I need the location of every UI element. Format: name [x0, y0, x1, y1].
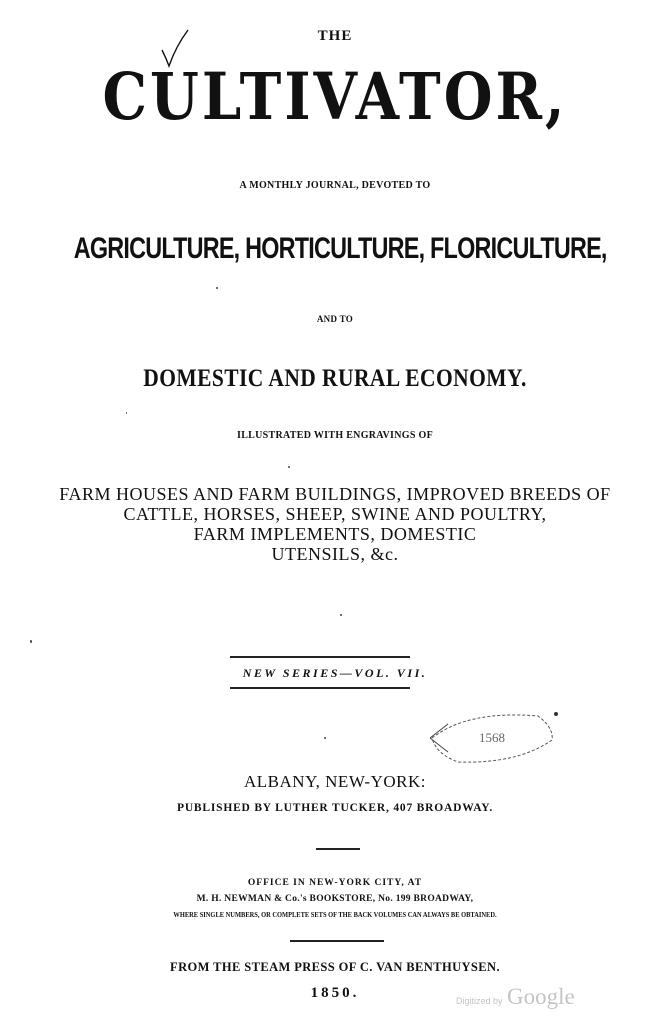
- paper-speck: [216, 287, 218, 289]
- availability-line: WHERE SINGLE NUMBERS, OR COMPLETE SETS OF THE BACK VOLUMES CAN ALWAYS BE OBTAINED.: [173, 911, 497, 919]
- engravings-line: CATTLE, HORSES, SHEEP, SWINE AND POULTRY,: [123, 504, 547, 524]
- watermark-brand: Google: [506, 984, 575, 1009]
- google-watermark: [456, 984, 575, 1010]
- subtitle: A MONTHLY JOURNAL, DEVOTED TO: [239, 180, 431, 191]
- stamp-number: 1568: [479, 730, 505, 745]
- paper-speck: [126, 412, 127, 414]
- press-line: FROM THE STEAM PRESS OF C. VAN BENTHUYSEN.: [170, 960, 500, 974]
- office-line: OFFICE IN NEW-YORK CITY, AT: [247, 878, 423, 888]
- title-the: THE: [317, 28, 353, 44]
- watermark-prefix: Digitized by: [456, 996, 503, 1006]
- publication-year: 1850.: [310, 985, 360, 1001]
- library-stamp: [428, 706, 558, 768]
- publisher-line: PUBLISHED BY LUTHER TUCKER, 407 BROADWAY.: [177, 802, 493, 814]
- economy-heading: DOMESTIC AND RURAL ECONOMY.: [143, 365, 527, 392]
- paper-speck: [340, 614, 342, 616]
- paper-speck: [30, 640, 32, 643]
- paper-speck: [324, 737, 326, 739]
- and-to: AND TO: [316, 314, 354, 324]
- engravings-line: FARM IMPLEMENTS, DOMESTIC: [193, 524, 477, 544]
- divider-rule-lower: [290, 940, 384, 942]
- illustrated-line: ILLUSTRATED WITH ENGRAVINGS OF: [237, 430, 433, 441]
- place-line: ALBANY, NEW-YORK:: [244, 772, 426, 791]
- bookstore-line: M. H. NEWMAN & Co.'s BOOKSTORE, No. 199 BROADWAY,: [196, 894, 474, 904]
- series-rule-bottom: [230, 687, 410, 689]
- paper-speck: [288, 466, 290, 468]
- engravings-line: FARM HOUSES AND FARM BUILDINGS, IMPROVED BREEDS OF: [59, 484, 611, 504]
- engravings-block: [0, 484, 670, 564]
- engravings-line: UTENSILS, &c.: [271, 544, 399, 564]
- series-rule-top: [230, 656, 410, 658]
- divider-rule: [316, 848, 360, 850]
- masthead-title: CULTIVATOR,: [102, 59, 568, 135]
- series-volume: NEW SERIES—VOL. VII.: [242, 666, 428, 680]
- subjects-heading: AGRICULTURE, HORTICULTURE, FLORICULTURE,: [73, 232, 607, 265]
